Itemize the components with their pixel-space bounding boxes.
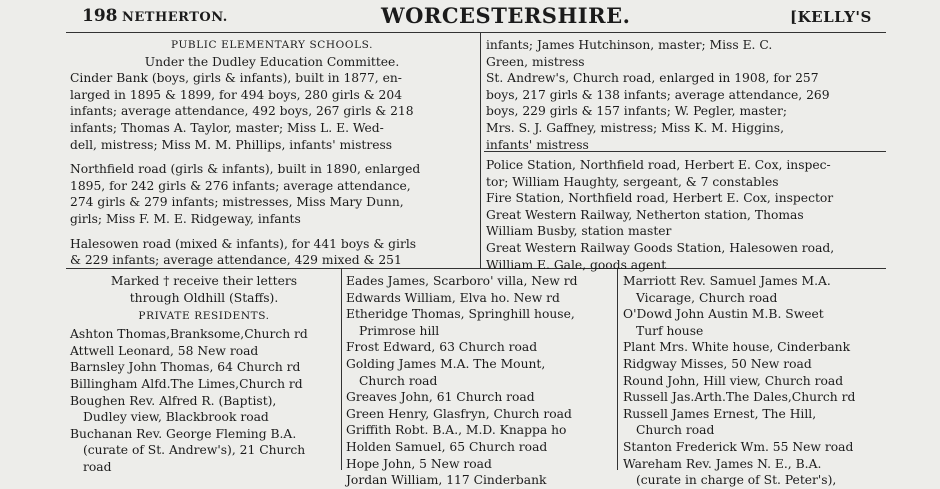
residents-column-2 xyxy=(346,273,614,489)
resident-entry: Green Henry, Glasfryn, Church road xyxy=(346,406,572,421)
schools-section xyxy=(70,37,474,269)
column-divider-left xyxy=(341,268,342,470)
residents-column-3 xyxy=(623,273,887,489)
resident-entry: O'Dowd John Austin M.B. Sweet Turf house xyxy=(623,307,824,338)
railway-station-entry: Great Western Railway, Netherton station, Thomas William Busby, station master xyxy=(486,207,804,239)
running-head-publisher: [KELLY'S xyxy=(790,8,872,26)
resident-entry: Ashton Thomas,Branksome,Church rd xyxy=(70,327,308,342)
resident-entry: Jordan William, 117 Cinderbank xyxy=(346,473,547,488)
school-entry-continuation: infants; James Hutchinson, master; Miss E. C. Green, mistress xyxy=(486,38,773,69)
resident-entry: Buchanan Rev. George Fleming B.A. (curate of St. Andrew's), 21 Church road xyxy=(70,426,306,474)
resident-entry: Frost Edward, 63 Church road xyxy=(346,340,538,355)
page-number: 198 xyxy=(82,6,118,26)
resident-entry: Barnsley John Thomas, 64 Church rd xyxy=(70,360,301,375)
resident-entry: Griffith Robt. B.A., M.D. Knappa ho xyxy=(346,423,567,438)
resident-entry: Plant Mrs. White house, Cinderbank xyxy=(623,340,851,355)
fire-station-entry: Fire Station, Northfield road, Herbert E. Cox, inspector xyxy=(486,191,834,206)
public-services-section xyxy=(486,157,882,273)
schools-heading: PUBLIC ELEMENTARY SCHOOLS. xyxy=(170,39,374,51)
residents-note-line-2: through Oldhill (Staffs). xyxy=(129,290,279,305)
resident-entry: Holden Samuel, 65 Church road xyxy=(346,439,548,454)
resident-entry: Russell Jas.Arth.The Dales,Church rd xyxy=(623,390,856,405)
resident-entry: Ridgway Misses, 50 New road xyxy=(623,356,812,371)
column-divider-right xyxy=(617,268,618,470)
residents-column-1 xyxy=(70,273,338,476)
school-entry-cinder-bank: Cinder Bank (boys, girls & infants), built in 1877, en- larged in 1895 & 1899, for 494 boys, 280 girls & 204 infants; average attendance, 492 boys, 267 girls & 218 infants; Thomas A. Taylor, master; Miss L. E. Wed- dell, mistress; Miss M. M. Phillips, infants' mistress xyxy=(70,71,414,152)
column-divider-top xyxy=(480,32,481,268)
resident-entry: Attwell Leonard, 58 New road xyxy=(70,343,259,358)
resident-entry: Marriott Rev. Samuel James M.A. Vicarage, Church road xyxy=(623,274,831,305)
running-head-county: WORCESTERSHIRE. xyxy=(381,3,631,28)
goods-station-entry: Great Western Railway Goods Station, Halesowen road, William E. Gale, goods agent xyxy=(486,240,835,272)
school-entry-halesowen-road: Halesowen road (mixed & infants), for 441 boys & girls & 229 infants; average attendance, 429 mixed & 251 xyxy=(70,236,417,268)
school-entry-st-andrews: St. Andrew's, Church road, enlarged in 1908, for 257 boys, 217 girls & 138 infants; average attendance, 269 boys, 229 girls & 157 infants; W. Pegler, master; Mrs. S. J. Gaffney, mistress; Miss K. M. Higgins, infants' mistress xyxy=(486,71,830,152)
resident-entry: Greaves John, 61 Church road xyxy=(346,390,535,405)
resident-entry: Eades James, Scarboro' villa, New rd xyxy=(346,274,578,288)
residents-heading: PRIVATE RESIDENTS. xyxy=(138,310,270,323)
resident-entry: Etheridge Thomas, Springhill house, Primrose hill xyxy=(346,307,575,338)
resident-entry: Russell James Ernest, The Hill, Church road xyxy=(623,406,817,438)
header-rule xyxy=(66,32,886,33)
resident-entry: Hope John, 5 New road xyxy=(346,456,492,471)
residents-note-line-1: Marked † receive their letters xyxy=(110,274,298,288)
resident-entry: Golding James M.A. The Mount, Church road xyxy=(346,356,546,388)
schools-subheading: Under the Dudley Education Committee. xyxy=(144,54,400,69)
resident-entry: Round John, Hill view, Church road xyxy=(623,373,844,388)
resident-entry: Wareham Rev. James N. E., B.A. (curate in charge of St. Peter's), xyxy=(623,456,837,488)
running-head-place: NETHERTON. xyxy=(122,10,228,25)
police-station-entry: Police Station, Northfield road, Herbert E. Cox, inspec- tor; William Haughty, sergeant, & 7 constables xyxy=(486,158,831,189)
resident-entry: Stanton Frederick Wm. 55 New road xyxy=(623,439,854,454)
right-top-section xyxy=(486,37,882,153)
page-header xyxy=(0,2,940,30)
resident-entry: Boughen Rev. Alfred R. (Baptist), Dudley view, Blackbrook road xyxy=(70,393,277,425)
school-entry-northfield-road: Northfield road (girls & infants), built in 1890, enlarged 1895, for 242 girls & 276 infants; average attendance, 274 girls & 279 infants; mistresses, Miss Mary Dunn, girls; Miss F. M. E. Ridgeway, infants xyxy=(70,162,421,226)
resident-entry: Edwards William, Elva ho. New rd xyxy=(346,290,560,305)
resident-entry: Billingham Alfd.The Limes,Church rd xyxy=(70,376,303,391)
